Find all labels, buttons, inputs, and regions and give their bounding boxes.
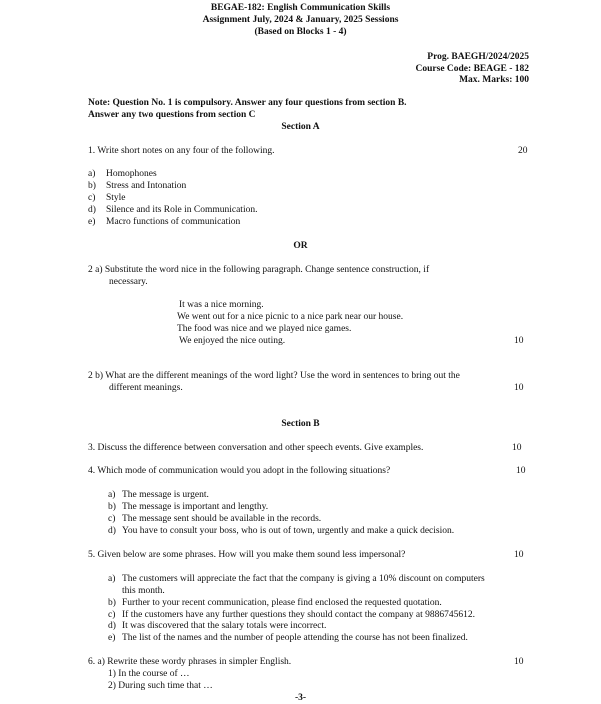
- list-item-label: a): [108, 490, 116, 500]
- list-item: It was discovered that the salary totals were incorrect.: [122, 621, 327, 631]
- max-marks: Max. Marks: 100: [459, 75, 529, 85]
- question-3: 3. Discuss the difference between conversation and other speech events. Give examples.: [88, 443, 424, 453]
- list-item: The list of the names and the number of people attending the course has not been finalized.: [122, 633, 468, 643]
- question-2a-marks: 10: [514, 336, 524, 346]
- list-item-label: b): [108, 502, 116, 512]
- list-item: The customers will appreciate the fact that the company is giving a 10% discount on computers: [122, 574, 485, 584]
- list-item-label: d): [108, 526, 116, 536]
- list-item-label: e): [88, 217, 96, 227]
- paragraph-line: We went out for a nice picnic to a nice park near our house.: [177, 312, 404, 322]
- list-item-label: c): [108, 610, 116, 620]
- list-item-label: b): [108, 598, 116, 608]
- paragraph-line: It was a nice morning.: [179, 300, 264, 310]
- note-line-2: Answer any two questions from section C: [88, 110, 256, 120]
- question-1: 1. Write short notes on any four of the following.: [88, 146, 275, 156]
- note-line-1: Note: Question No. 1 is compulsory. Answer any four questions from section B.: [88, 98, 407, 108]
- paragraph-line: We enjoyed the nice outing.: [179, 336, 286, 346]
- title-line-1: BEGAE-182: English Communication Skills: [210, 3, 391, 13]
- list-item: Further to your recent communication, please find enclosed the requested quotation.: [122, 598, 442, 608]
- question-2a-continued: necessary.: [109, 277, 148, 287]
- question-4-marks: 10: [516, 466, 526, 476]
- title-line-3: (Based on Blocks 1 - 4): [254, 27, 347, 37]
- question-6a-marks: 10: [514, 657, 524, 667]
- question-2b-continued: different meanings.: [109, 383, 183, 393]
- list-item: The message is urgent.: [122, 490, 209, 500]
- question-5: 5. Given below are some phrases. How will you make them sound less impersonal?: [88, 550, 406, 560]
- list-item: Homophones: [106, 169, 157, 179]
- question-1-marks: 20: [518, 146, 528, 156]
- list-item-label: e): [108, 633, 116, 643]
- question-4: 4. Which mode of communication would you adopt in the following situations?: [88, 466, 391, 476]
- programme-code: Prog. BAEGH/2024/2025: [427, 52, 529, 62]
- list-item-label: a): [108, 574, 116, 584]
- list-item-label: b): [88, 181, 96, 191]
- section-b-heading: Section B: [281, 419, 320, 429]
- list-item: Macro functions of communication: [106, 217, 241, 227]
- title-line-2: Assignment July, 2024 & January, 2025 Sessions: [202, 15, 399, 25]
- question-3-marks: 10: [512, 443, 522, 453]
- list-item-label: c): [108, 514, 116, 524]
- list-item-continued: this month.: [122, 586, 165, 596]
- course-code: Course Code: BEAGE - 182: [415, 64, 529, 74]
- list-item-label: a): [88, 169, 96, 179]
- question-2b-marks: 10: [514, 383, 524, 393]
- list-item: Style: [106, 193, 126, 203]
- or-separator: OR: [293, 241, 308, 251]
- list-item: If the customers have any further questions they should contact the company at 9886745612.: [122, 610, 475, 620]
- paragraph-line: The food was nice and we played nice games.: [177, 324, 352, 334]
- page-number: -3-: [294, 693, 307, 703]
- list-item: The message is important and lengthy.: [122, 502, 269, 512]
- list-item: 1) In the course of …: [108, 669, 190, 679]
- question-6a: 6. a) Rewrite these wordy phrases in simpler English.: [88, 657, 292, 667]
- list-item-label: d): [88, 205, 96, 215]
- list-item: 2) During such time that …: [108, 681, 213, 691]
- question-2b: 2 b) What are the different meanings of the word light? Use the word in sentences to bring out the: [88, 371, 460, 381]
- list-item: You have to consult your boss, who is out of town, urgently and make a quick decision.: [122, 526, 455, 536]
- list-item-label: d): [108, 621, 116, 631]
- list-item: Stress and Intonation: [106, 181, 187, 191]
- question-2a: 2 a) Substitute the word nice in the following paragraph. Change sentence construction, if: [88, 265, 430, 275]
- question-5-marks: 10: [514, 550, 524, 560]
- section-a-heading: Section A: [281, 122, 320, 132]
- list-item-label: c): [88, 193, 96, 203]
- list-item: Silence and its Role in Communication.: [106, 205, 258, 215]
- list-item: The message sent should be available in the records.: [122, 514, 322, 524]
